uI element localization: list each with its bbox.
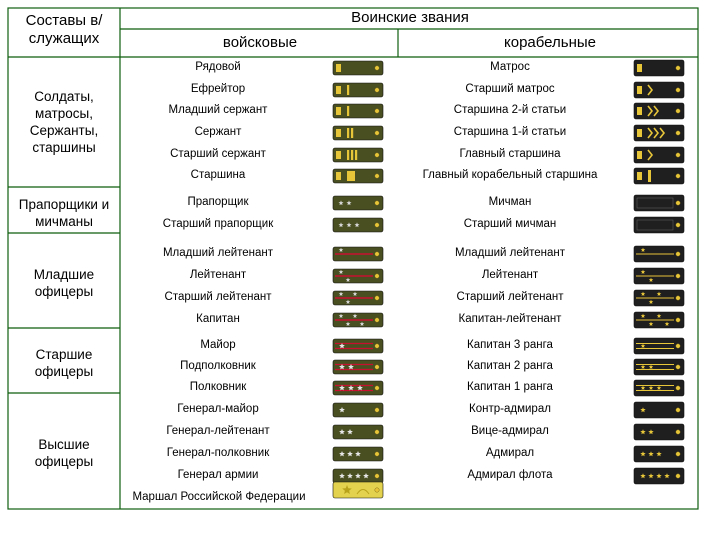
composition-header: Составы в/служащих	[25, 12, 103, 47]
naval-senior-lieutenant-board-icon	[634, 290, 684, 306]
chief-ship-petty-officer-board-icon	[634, 168, 684, 184]
petty-officer-2-board-icon	[634, 103, 684, 119]
table-title: Воинские звания	[351, 9, 469, 26]
ground-column-header: войсковые	[222, 34, 298, 51]
michman-board-icon	[634, 195, 684, 211]
petty-officer-1-board-icon	[634, 125, 684, 141]
naval-column-header: корабельные	[504, 34, 596, 51]
corporal-board-icon	[333, 83, 383, 97]
captain-1st-rank-board-icon	[634, 380, 684, 396]
ground-rank-label: Прапорщик	[187, 196, 249, 208]
sailor-board-icon	[634, 60, 684, 76]
admiral-board-icon	[634, 446, 684, 462]
ground-rank-label: Старший сержант	[170, 148, 266, 160]
captain-lieutenant-board-icon	[634, 312, 684, 328]
ground-rank-label: Ефрейтор	[190, 83, 246, 95]
ground-rank-label: Подполковник	[180, 360, 256, 372]
senior-warrant-officer-board-icon	[333, 218, 383, 232]
ground-rank-label: Генерал армии	[177, 469, 259, 481]
marshal-board-icon	[333, 482, 383, 498]
naval-rank-label: Главный корабельный старшина	[422, 169, 598, 181]
ground-rank-label: Младший сержант	[168, 104, 268, 116]
naval-rank-label: Старший матрос	[465, 83, 555, 95]
captain-board-icon	[333, 313, 383, 327]
naval-lieutenant-board-icon	[634, 268, 684, 284]
naval-rank-label: Адмирал	[485, 447, 535, 459]
junior-sergeant-board-icon	[333, 104, 383, 118]
lieutenant-general-board-icon	[333, 425, 383, 439]
ground-rank-label: Генерал-майор	[177, 403, 259, 415]
chief-petty-officer-board-icon	[634, 147, 684, 163]
ground-rank-label: Генерал-лейтенант	[166, 425, 270, 437]
naval-rank-label: Капитан 3 ранга	[467, 339, 553, 351]
ground-rank-label: Младший лейтенант	[162, 247, 274, 259]
ground-rank-label: Майор	[200, 339, 236, 351]
major-board-icon	[333, 339, 383, 353]
composition-label: Солдаты, матросы, Сержанты, старшины	[29, 89, 99, 155]
lieutenant-board-icon	[333, 269, 383, 283]
captain-2nd-rank-board-icon	[634, 359, 684, 375]
naval-rank-label: Старшина 2-й статьи	[453, 104, 567, 116]
ground-rank-label: Старшина	[190, 169, 246, 181]
colonel-general-board-icon	[333, 447, 383, 461]
rear-admiral-board-icon	[634, 402, 684, 418]
ground-rank-label: Генерал-полковник	[166, 447, 270, 459]
major-general-board-icon	[333, 403, 383, 417]
warrant-officer-board-icon	[333, 196, 383, 210]
fleet-admiral-board-icon	[634, 468, 684, 484]
naval-rank-label: Младший лейтенант	[454, 247, 566, 259]
composition-label: Младшие офицеры	[33, 267, 95, 299]
army-general-board-icon	[333, 469, 383, 483]
ground-rank-label: Полковник	[189, 381, 247, 393]
naval-rank-label: Адмирал флота	[467, 469, 553, 481]
ground-rank-label: Капитан	[196, 313, 240, 325]
senior-sergeant-board-icon	[333, 148, 383, 162]
naval-rank-label: Капитан-лейтенант	[458, 313, 562, 325]
composition-label: Высшие офицеры	[34, 437, 94, 469]
ground-rank-label: Старший прапорщик	[162, 218, 274, 230]
naval-rank-label: Старший мичман	[463, 218, 557, 230]
naval-rank-label: Мичман	[488, 196, 532, 208]
naval-rank-label: Капитан 1 ранга	[467, 381, 553, 393]
senior-sailor-board-icon	[634, 82, 684, 98]
captain-3rd-rank-board-icon	[634, 338, 684, 354]
lieutenant-colonel-board-icon	[333, 360, 383, 374]
junior-lieutenant-board-icon	[333, 247, 383, 261]
naval-rank-label: Капитан 2 ранга	[467, 360, 553, 372]
naval-rank-label: Матрос	[490, 61, 530, 73]
composition-label: Прапорщики и мичманы	[18, 196, 110, 229]
naval-rank-label: Главный старшина	[459, 148, 561, 160]
naval-rank-label: Старший лейтенант	[456, 291, 564, 303]
ground-rank-label: Сержант	[194, 126, 242, 138]
composition-label: Старшие офицеры	[34, 347, 94, 379]
colonel-board-icon	[333, 381, 383, 395]
ground-rank-label: Лейтенант	[189, 269, 247, 281]
naval-rank-label: Контр-адмирал	[469, 403, 551, 415]
marshal-rank-label: Маршал Российской Федерации	[132, 491, 306, 503]
starshina-board-icon	[333, 169, 383, 183]
vice-admiral-board-icon	[634, 424, 684, 440]
senior-michman-board-icon	[634, 217, 684, 233]
naval-rank-label: Вице-адмирал	[471, 425, 549, 437]
private-board-icon	[333, 61, 383, 75]
ground-rank-label: Старший лейтенант	[164, 291, 272, 303]
naval-junior-lieutenant-board-icon	[634, 246, 684, 262]
senior-lieutenant-board-icon	[333, 291, 383, 305]
ground-rank-label: Рядовой	[195, 61, 241, 73]
naval-rank-label: Лейтенант	[481, 269, 539, 281]
naval-rank-label: Старшина 1-й статьи	[453, 126, 567, 138]
sergeant-board-icon	[333, 126, 383, 140]
